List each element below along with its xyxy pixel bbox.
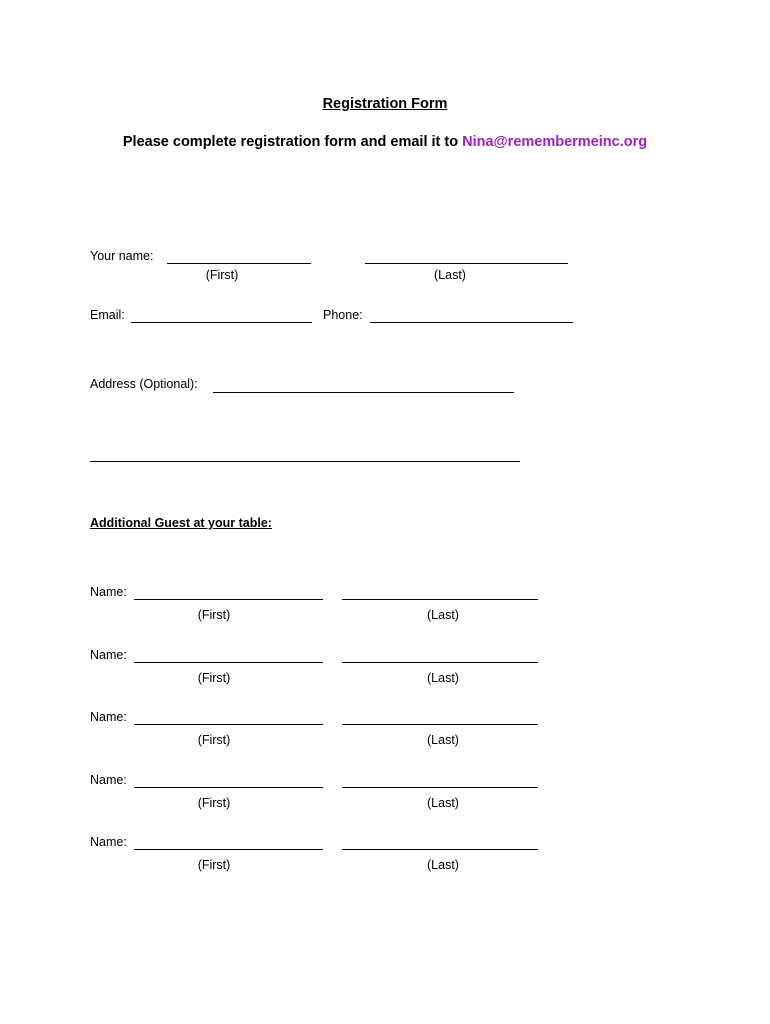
guest-last-name-field[interactable] [342,724,538,725]
email-field[interactable] [131,322,312,323]
guest-name-label: Name: [90,585,127,599]
guest-name-label: Name: [90,648,127,662]
guest-last-name-field[interactable] [342,662,538,663]
phone-label: Phone: [323,308,363,322]
last-caption: (Last) [434,268,466,282]
guest-first-name-field[interactable] [134,599,323,600]
guest-first-name-field[interactable] [134,724,323,725]
first-caption: (First) [205,268,239,282]
address-field[interactable] [213,392,514,393]
guest-name-label: Name: [90,835,127,849]
guest-first-name-field[interactable] [134,849,323,850]
phone-field[interactable] [370,322,573,323]
guest-first-caption: (First) [197,671,231,685]
guest-name-label: Name: [90,773,127,787]
guest-name-label: Name: [90,710,127,724]
guest-last-name-field[interactable] [342,599,538,600]
guest-last-caption: (Last) [427,858,459,872]
guest-first-name-field[interactable] [134,787,323,788]
guest-last-caption: (Last) [427,733,459,747]
address-label: Address (Optional): [90,377,198,391]
last-name-field[interactable] [365,263,568,264]
instruction-label: Please complete registration form and email it to [122,134,463,150]
address-line-2-field[interactable] [90,461,520,462]
first-name-field[interactable] [167,263,311,264]
guests-heading: Additional Guest at your table: [90,516,272,530]
page-title: Registration Form [322,96,448,112]
guest-last-name-field[interactable] [342,787,538,788]
instruction-text [0,134,770,150]
your-name-label: Your name: [90,249,154,263]
guest-first-caption: (First) [197,858,231,872]
guest-first-caption: (First) [197,733,231,747]
guest-first-caption: (First) [197,608,231,622]
guest-last-caption: (Last) [427,608,459,622]
guest-last-caption: (Last) [427,796,459,810]
email-label: Email: [90,308,125,322]
guest-first-name-field[interactable] [134,662,323,663]
guest-first-caption: (First) [197,796,231,810]
guest-last-caption: (Last) [427,671,459,685]
contact-email-link[interactable]: Nina@remembermeinc.org [462,134,648,150]
guest-last-name-field[interactable] [342,849,538,850]
